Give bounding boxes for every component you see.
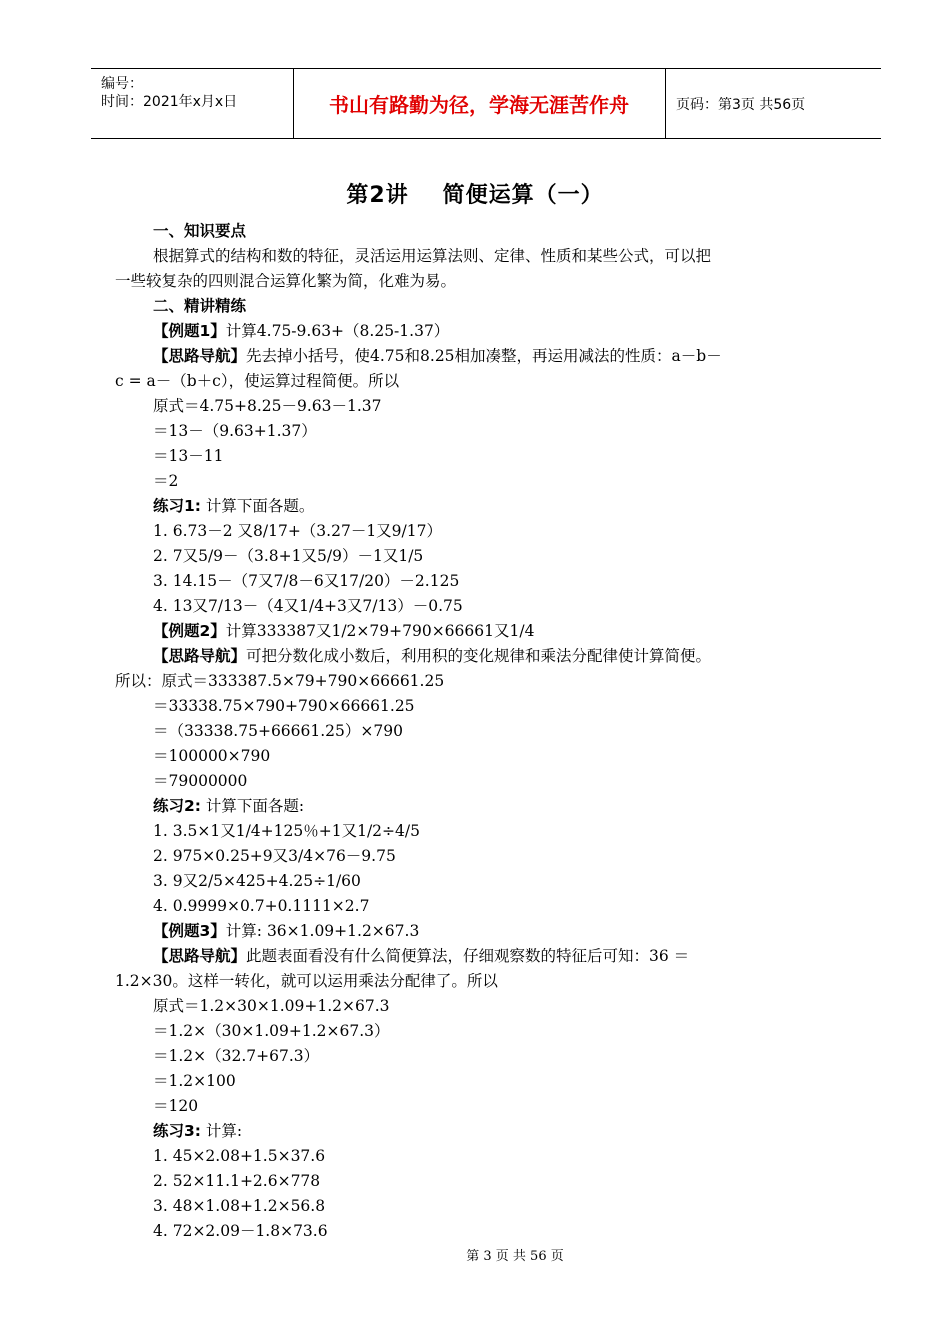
exercise2-item: 4. 0.9999×0.7+0.1111×2.7 [153, 897, 370, 915]
example3-hint-2: 1.2×30。这样一转化，就可以运用乘法分配律了。所以 [115, 972, 498, 990]
knowledge-text-1: 根据算式的结构和数的特征，灵活运用运算法则、定律、性质和某些公式，可以把 [153, 247, 712, 265]
example3-step: ＝120 [153, 1097, 199, 1115]
example2-hint-1 [153, 645, 711, 667]
header-meta [91, 69, 294, 138]
exercise2-label: 练习2: [153, 797, 201, 815]
example3-label: 【例题3】 [153, 922, 226, 940]
example1-problem [153, 320, 449, 342]
example2-step: ＝33338.75×790+790×66661.25 [153, 697, 415, 715]
exercise2-text: 计算下面各题: [205, 797, 305, 815]
example1-hint-text-1: 先去掉小括号，使4.75和8.25相加凑整，再运用减法的性质：a－b－ [246, 347, 722, 365]
exercise2-item: 1. 3.5×1又1/4+125％+1又1/2÷4/5 [153, 822, 420, 840]
page-header [91, 68, 881, 139]
exercise1-text: 计算下面各题。 [205, 497, 315, 515]
example2-hint-2: 所以：原式＝333387.5×79+790×66661.25 [115, 672, 445, 690]
example2-label: 【例题2】 [153, 622, 226, 640]
exercise2-item: 3. 9又2/5×425+4.25÷1/60 [153, 872, 361, 890]
time-label: 时间：2021年x月x日 [101, 94, 238, 110]
lecture-title [0, 178, 950, 209]
exercise1-item: 4. 13又7/13－（4又1/4+3又7/13）－0.75 [153, 597, 463, 615]
example1-text: 计算4.75-9.63+（8.25-1.37） [225, 322, 450, 340]
lecture-name: 简便运算（一） [442, 183, 604, 208]
example3-step: ＝1.2×100 [153, 1072, 236, 1090]
exercise2-heading [153, 795, 304, 817]
exercise3-item: 4. 72×2.09－1.8×73.6 [153, 1222, 328, 1240]
example3-hint-1 [153, 945, 689, 967]
exercise3-item: 1. 45×2.08+1.5×37.6 [153, 1147, 326, 1165]
example1-step: ＝2 [153, 472, 179, 490]
exercise3-label: 练习3: [153, 1122, 201, 1140]
exercise1-heading [153, 495, 314, 517]
example3-step: 原式＝1.2×30×1.09+1.2×67.3 [153, 997, 390, 1015]
header-motto: 书山有路勤为径，学海无涯苦作舟 [293, 69, 666, 138]
knowledge-heading: 一、知识要点 [153, 222, 247, 240]
exercise3-item: 2. 52×11.1+2.6×778 [153, 1172, 321, 1190]
exercise1-label: 练习1: [153, 497, 201, 515]
example2-problem [153, 620, 534, 642]
exercise3-heading [153, 1120, 242, 1142]
example1-label: 【例题1】 [153, 322, 226, 340]
example3-hint-text-1: 此题表面看没有什么简便算法，仔细观察数的特征后可知：36 ＝ [246, 947, 690, 965]
example3-step: ＝1.2×（30×1.09+1.2×67.3） [153, 1022, 390, 1040]
practice-heading: 二、精讲精练 [153, 297, 247, 315]
exercise3-text: 计算: [205, 1122, 243, 1140]
header-page-label: 页码：第3页 共56页 [676, 96, 806, 113]
exercise1-item: 1. 6.73－2 又8/17+（3.27－1又9/17） [153, 522, 442, 540]
page-footer: 第 3 页 共 56 页 [466, 1249, 564, 1264]
example1-hint-1 [153, 345, 722, 367]
lecture-number: 第2讲 [346, 183, 409, 208]
example3-problem [153, 920, 419, 942]
example1-hint-label: 【思路导航】 [153, 347, 247, 365]
number-label: 编号： [101, 76, 143, 92]
example1-step: 原式＝4.75+8.25－9.63－1.37 [153, 397, 382, 415]
exercise3-item: 3. 48×1.08+1.2×56.8 [153, 1197, 326, 1215]
example1-step: ＝13－（9.63+1.37） [153, 422, 317, 440]
example3-step: ＝1.2×（32.7+67.3） [153, 1047, 320, 1065]
example2-step: ＝100000×790 [153, 747, 271, 765]
example2-step: ＝（33338.75+66661.25）×790 [153, 722, 403, 740]
example3-text: 计算: 36×1.09+1.2×67.3 [225, 922, 420, 940]
example2-step: ＝79000000 [153, 772, 248, 790]
knowledge-text-2: 一些较复杂的四则混合运算化繁为简，化难为易。 [115, 272, 457, 290]
exercise2-item: 2. 975×0.25+9又3/4×76－9.75 [153, 847, 396, 865]
example2-hint-label: 【思路导航】 [153, 647, 247, 665]
example1-step: ＝13－11 [153, 447, 224, 465]
example3-hint-label: 【思路导航】 [153, 947, 247, 965]
exercise1-item: 2. 7又5/9－（3.8+1又5/9）－1又1/5 [153, 547, 424, 565]
example2-hint-text-1: 可把分数化成小数后，利用积的变化规律和乘法分配律使计算简便。 [246, 647, 712, 665]
example2-text: 计算333387又1/2×79+790×66661又1/4 [225, 622, 535, 640]
example1-hint-2: c = a－（b＋c），使运算过程简便。所以 [115, 372, 400, 390]
exercise1-item: 3. 14.15－（7又7/8－6又17/20）－2.125 [153, 572, 460, 590]
